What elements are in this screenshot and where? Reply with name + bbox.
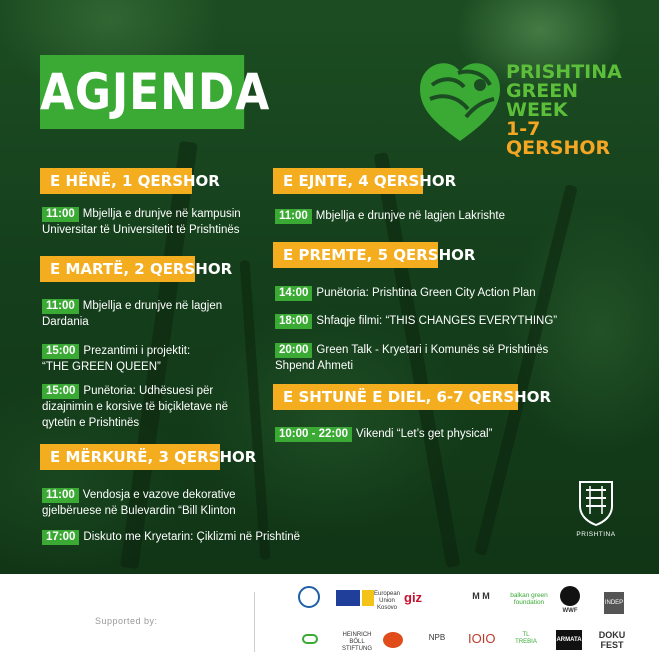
event-time: 15:00 <box>42 384 79 399</box>
event-text: Mbjellja e drunjve në lagjen <box>82 300 223 312</box>
event-text: Shpend Ahmeti <box>275 360 354 372</box>
event-item <box>275 208 505 224</box>
event-time: 11:00 <box>42 207 79 222</box>
sponsor-ioio: IOIO <box>468 631 496 646</box>
event-item <box>42 298 222 330</box>
event-text: Diskuto me Kryetarin: Çiklizmi në Prishtinë <box>83 531 301 543</box>
sponsor-giz: giz <box>404 590 423 605</box>
logo-line-prishtina: PRISHTINA <box>506 61 622 83</box>
event-text: “THE GREEN QUEEN” <box>42 361 161 373</box>
event-time: 18:00 <box>275 314 312 329</box>
footer-divider <box>254 592 255 652</box>
event-item <box>42 529 300 545</box>
day-header-tuesday: E MARTË, 2 QERSHOR <box>40 256 195 282</box>
sponsor-logo-3 <box>383 632 403 648</box>
event-item <box>275 313 557 329</box>
event-time: 17:00 <box>42 530 79 545</box>
event-text: Mbjellja e drunjve në lagjen Lakrishte <box>315 210 506 222</box>
eu-flag-icon <box>336 590 360 606</box>
day-header-friday: E PREMTE, 5 QERSHOR <box>273 242 438 268</box>
event-item <box>42 383 228 431</box>
event-text: Mbjellja e drunjve në kampusin <box>82 208 241 220</box>
event-text: Universitar të Universitetit të Prishtinës <box>42 224 240 236</box>
event-time: 14:00 <box>275 286 312 301</box>
event-item <box>275 342 548 374</box>
event-time: 11:00 <box>42 299 79 314</box>
event-text: Vikendi “Let’s get physical” <box>356 428 493 440</box>
sponsor-indep: INDEP <box>604 592 624 614</box>
sponsor-eu: European Union Kosovo <box>374 591 401 611</box>
day-header-monday: E HËNË, 1 QERSHOR <box>40 168 192 194</box>
event-text: Vendosja e vazove dekorative <box>82 489 236 501</box>
event-time: 10:00 - 22:00 <box>275 427 352 442</box>
supported-by-label: Supported by: <box>95 616 158 626</box>
sponsors-footer <box>0 574 659 670</box>
crest-icon <box>576 478 616 526</box>
leaf-heart-icon <box>418 55 502 145</box>
day-header-weekend: E SHTUNË E DIEL, 6-7 QERSHOR <box>273 384 518 410</box>
tree-trunk <box>240 260 271 560</box>
event-time: 20:00 <box>275 343 312 358</box>
page-title: AGJENDA <box>40 55 244 129</box>
sponsor-wwf: WWF <box>562 608 578 614</box>
event-time: 11:00 <box>42 488 79 503</box>
event-item <box>275 285 536 301</box>
prishtina-green-week-logo <box>418 55 622 159</box>
sponsor-logo-1 <box>298 586 320 608</box>
event-text: qytetin e Prishtinës <box>42 417 140 429</box>
event-text: Punëtoria: Prishtina Green City Action Plan <box>316 287 536 299</box>
event-text: Green Talk - Kryetari i Komunës së Prishtinës <box>316 344 549 356</box>
event-time: 11:00 <box>275 209 312 224</box>
event-text: Punëtoria: Udhësuesi për <box>83 385 214 397</box>
event-time: 15:00 <box>42 344 79 359</box>
eu-accent-icon <box>362 590 374 606</box>
sponsor-hbs: HEINRICH BÖLL STIFTUNG <box>342 632 372 652</box>
sponsor-dokufest: DOKU FEST <box>598 630 626 650</box>
event-item <box>42 487 236 519</box>
prishtina-crest <box>576 478 616 538</box>
sponsor-armata: ARMATA <box>556 630 582 650</box>
event-text: Prezantimi i projektit: <box>83 345 191 357</box>
event-item <box>42 206 241 238</box>
event-item <box>275 426 492 442</box>
logo-line-dates: 1-7 QERSHOR <box>506 118 611 159</box>
sponsor-tl: TL TREBIA <box>515 632 537 645</box>
sponsor-mm: M M <box>472 591 490 601</box>
wwf-panda-icon <box>560 586 580 606</box>
event-text: dizajnimin e korsive të biçikletave në <box>42 401 229 413</box>
sponsor-bgf: balkan green foundation <box>510 592 548 606</box>
sponsor-npb: NPB <box>428 633 446 642</box>
event-text: gjelbëruese në Bulevardin “Bill Klinton <box>42 505 236 517</box>
sponsor-logo-2 <box>302 634 318 644</box>
day-header-thursday: E EJNTE, 4 QERSHOR <box>273 168 423 194</box>
logo-line-green-week: GREEN WEEK <box>506 80 579 121</box>
event-text: Shfaqje filmi: “THIS CHANGES EVERYTHING” <box>316 315 558 327</box>
day-header-wednesday: E MËRKURË, 3 QERSHOR <box>40 444 220 470</box>
crest-label: PRISHTINA <box>576 531 616 538</box>
event-text: Dardania <box>42 316 89 328</box>
event-item <box>42 343 190 375</box>
